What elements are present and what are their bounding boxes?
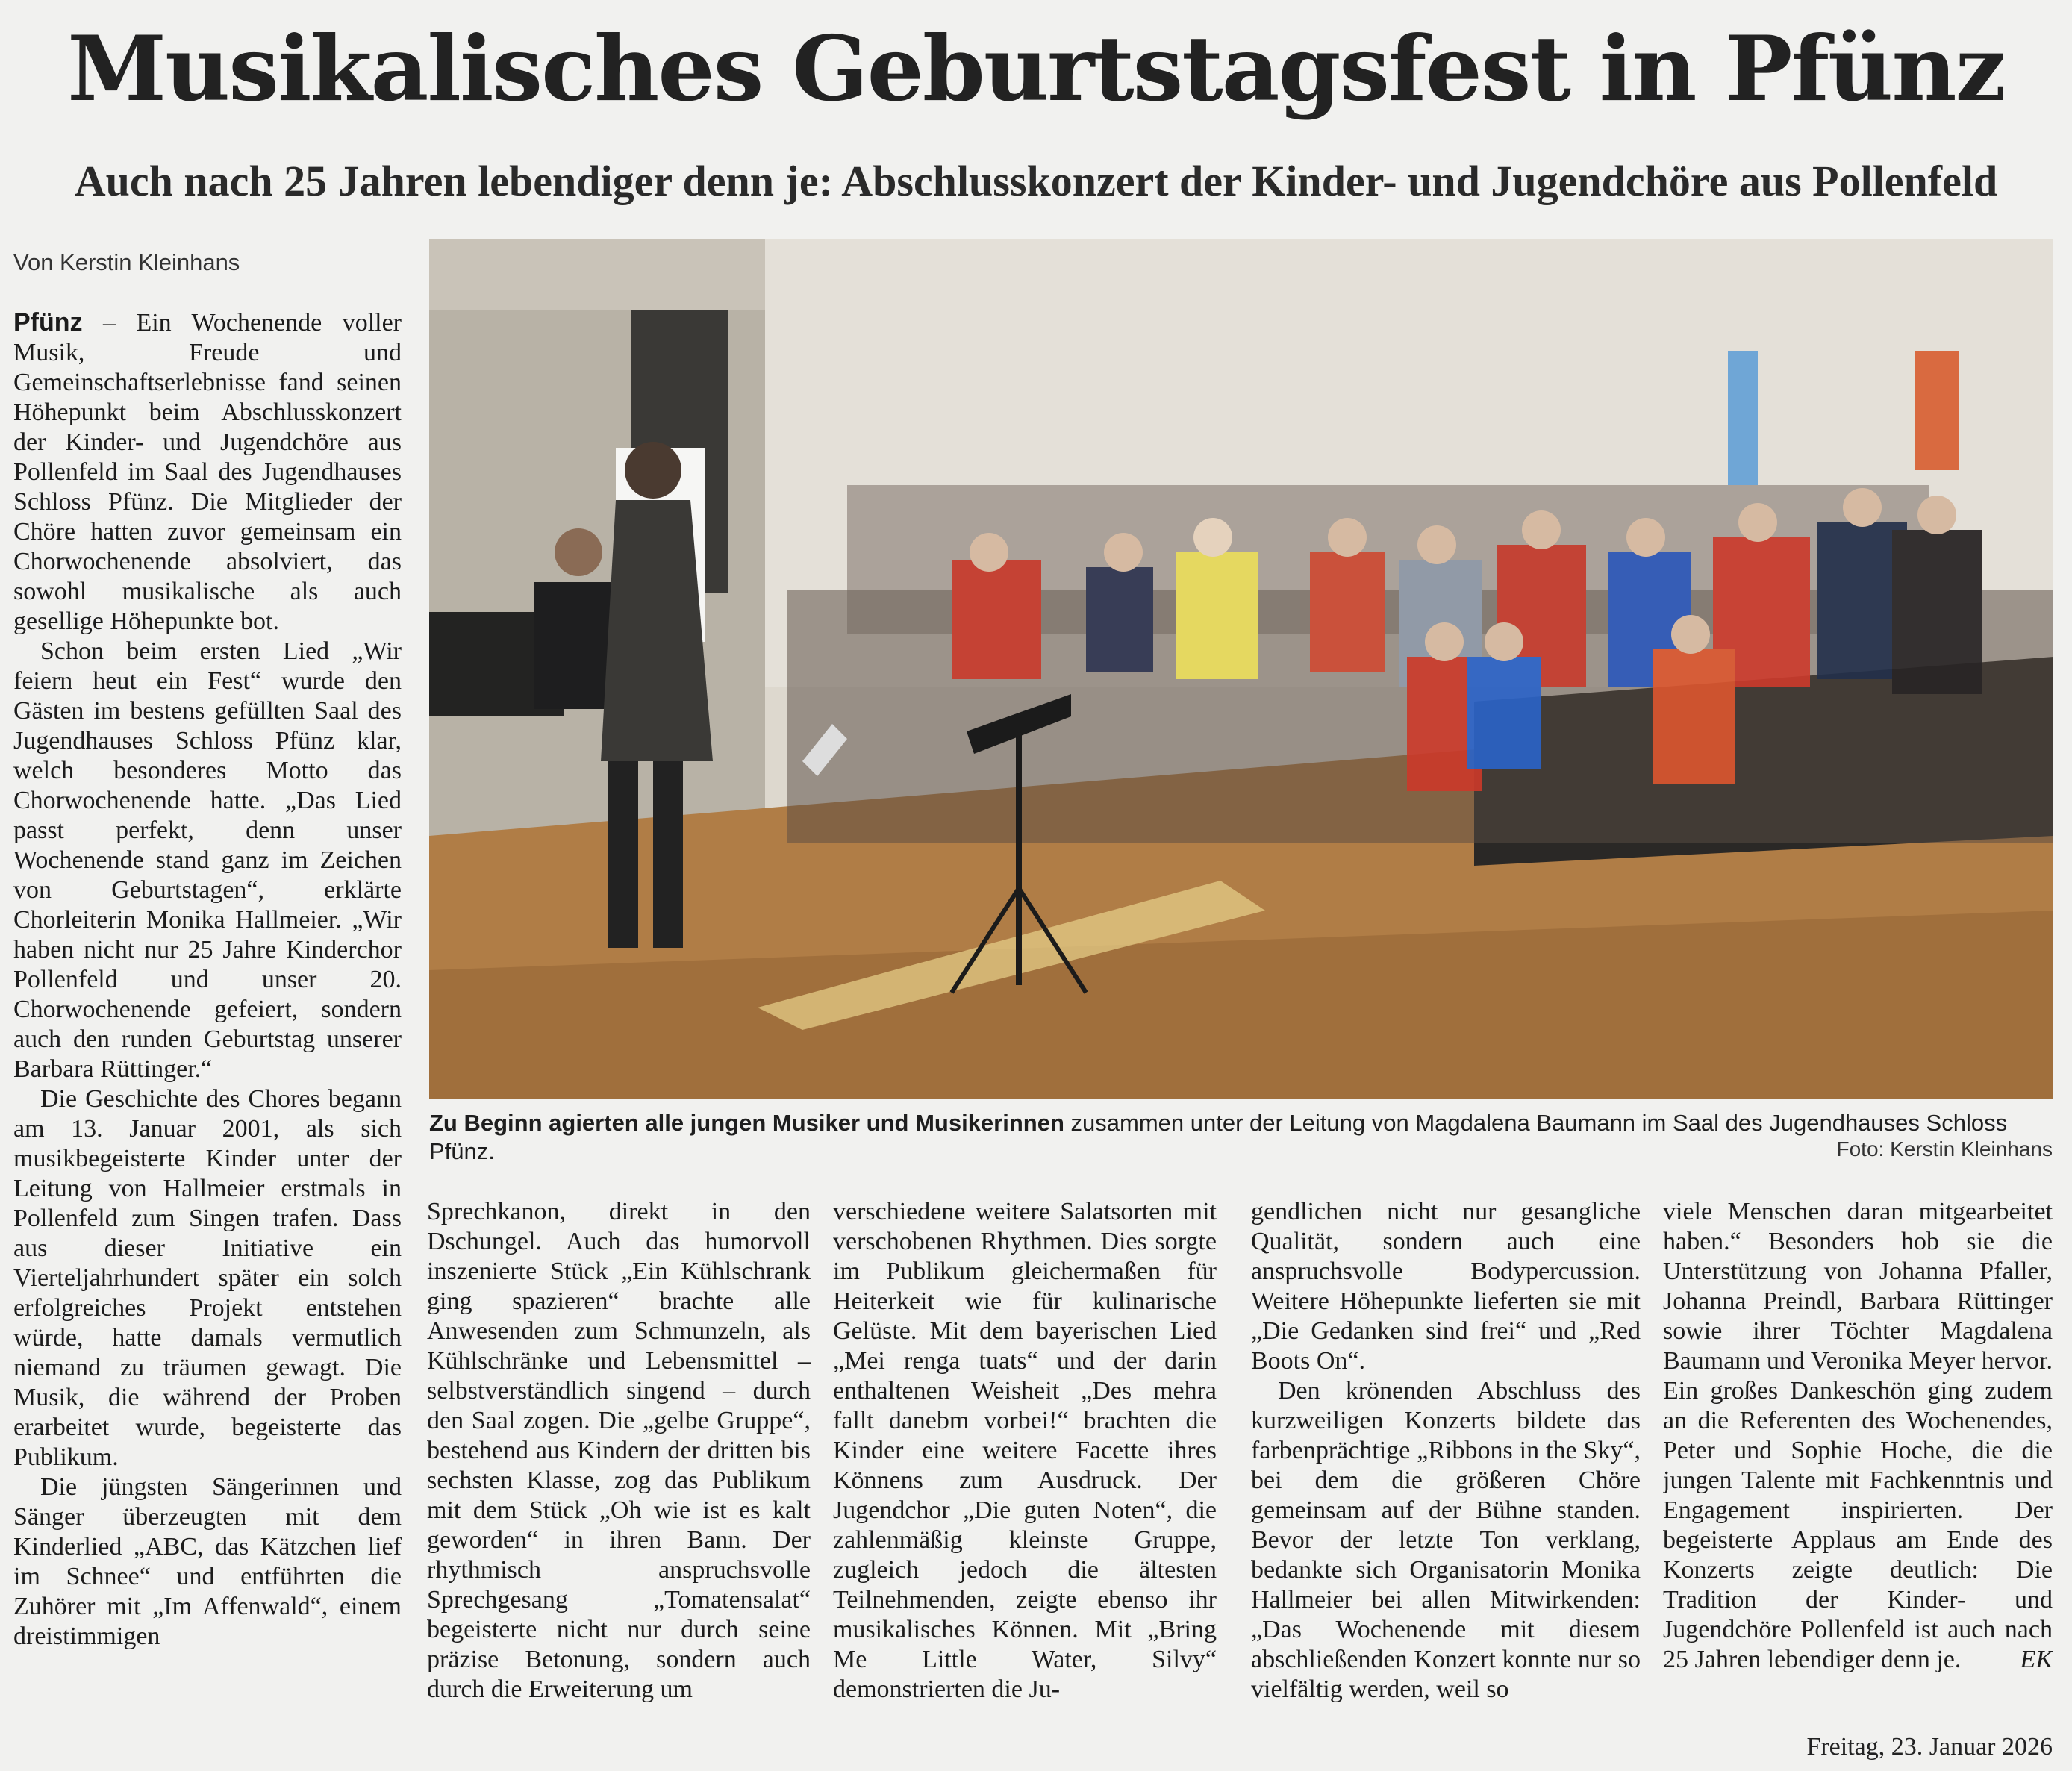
dateline: Pfünz <box>13 308 83 337</box>
choir-photo <box>429 239 2053 1099</box>
photo-caption <box>429 1109 2053 1166</box>
article-column-4 <box>1251 1197 1641 1764</box>
byline: Von Kerstin Kleinhans <box>13 249 240 275</box>
article-paragraph: Schon beim ersten Lied „Wir feiern heut ein Fest“ wurde den Gästen im bestens gefüllten Saal des Jugendhauses Schloss Pfünz klar, welch besonderes Motto das Chorwochenende hatte. „Das Lied passt perfekt, denn unser Wochenende stand ganz im Zeichen von Geburtstagen“, erklärte Chorleiterin Monika Hallmeier. „Wir haben nicht nur 25 Jahre Kinderchor Pollenfeld und unser 20. Chorwochenende gefeiert, sondern auch den runden Geburtstag unserer Barbara Rüttinger.“ <box>13 637 402 1083</box>
article-paragraph <box>13 307 402 637</box>
article-paragraph: Die Geschichte des Chores begann am 13. Januar 2001, als sich musikbegeisterte Kinder unter der Leitung von Hallmeier erstmals in Pollenfeld zum Singen trafen. Dass aus dieser Initiative ein Vierteljahrhundert später ein solch erfolgreiches Projekt entstehen würde, hatte damals vermutlich niemand zu träumen gewagt. Die Musik, die während der Proben erarbeitet wurde, begeisterte das Publikum. <box>13 1085 402 1471</box>
article-column-1 <box>13 307 402 1755</box>
photo-credit: Foto: Kerstin Kleinhans <box>1836 1137 2053 1161</box>
article-paragraph: Die jüngsten Sängerinnen und Sänger überzeugten mit dem Kinderlied „ABC, das Kätzchen lief im Schnee“ und entführten die Zuhörer mit „Im Affenwald“, einem dreistimmigen <box>13 1473 402 1650</box>
article-paragraph: Sprechkanon, direkt in den Dschungel. Auch das humorvoll inszenierte Stück „Ein Kühlschrank ging spazieren“ brachte alle Anwesenden zum Schmunzeln, als Kühlschränke und Lebensmittel – selbstverständlich singend – durch den Saal zogen. Die „gelbe Gruppe“, bestehend aus Kindern der dritten bis sechsten Klasse, zog das Publikum mit dem Stück „Oh wie ist es kalt geworden“ in ihren Bann. Der rhythmisch anspruchsvolle Sprechgesang „Tomatensalat“ begeisterte nicht nur durch seine präzise Betonung, sondern auch durch die Erweiterung um <box>427 1198 811 1703</box>
issue-date: Freitag, 23. Januar 2026 <box>1806 1733 2053 1761</box>
caption-lead: Zu Beginn agierten alle jungen Musiker und Musikerinnen <box>429 1110 1064 1136</box>
paragraph-text: – Ein Wochenende voller Musik, Freude und Gemeinschaftserlebnisse fand seinen Höhepunkt beim Abschlusskonzert der Kinder- und Jugendchöre aus Pollenfeld im Saal des Jugendhauses Schloss Pfünz. Die Mitglieder der Chöre hatten zuvor gemeinsam ein Chorwochenende absolviert, das sowohl musikalische als auch gesellige Höhepunkte bot. <box>13 309 402 635</box>
article-paragraph: gendlichen nicht nur gesangliche Qualität, sondern auch eine anspruchsvolle Bodypercussion. Weitere Höhepunkte lieferten sie mit „Die Gedanken sind frei“ und „Red Boots On“. <box>1251 1198 1641 1375</box>
article-paragraph: verschiedene weitere Salatsorten mit verschobenen Rhythmen. Dies sorgte im Publikum gleichermaßen für Heiterkeit wie für kulinarische Gelüste. Mit dem bayerischen Lied „Mei renga tuats“ und der darin enthaltenen Weisheit „Des mehra fallt danebm vorbei!“ brachten die Kinder eine weitere Facette ihres Könnens zum Ausdruck. Der Jugendchor „Die guten Noten“, die zahlenmäßig kleinste Gruppe, zugleich jedoch die ältesten Teilnehmenden, zeigte ebenso ihr musikalisches Können. Mit „Bring Me Little Water, Silvy“ demonstrierten die Ju- <box>833 1198 1217 1703</box>
article-paragraph <box>1663 1197 2053 1675</box>
paragraph-text: viele Menschen daran mitgearbeitet haben.“ Besonders hob sie die Unterstützung von Johanna Pfaller, Johanna Preindl, Barbara Rüttinger sowie ihrer Töchter Magdalena Baumann und Veronika Meyer hervor. Ein großes Dankeschön ging zudem an die Referenten des Wochenendes, Peter und Sophie Hoche, die die jungen Talente mit Fachkenntnis und Engagement inspirierten. Der begeisterte Applaus am Ende des Konzerts zeigte deutlich: Die Tradition der Kinder- und Jugendchöre Pollenfeld ist auch nach 25 Jahren lebendiger denn je. <box>1663 1198 2053 1673</box>
article-column-3 <box>833 1197 1217 1764</box>
article-column-2 <box>427 1197 811 1764</box>
headline: Musikalisches Geburtstagsfest in Pfünz <box>67 16 2005 122</box>
author-signature: EK <box>2020 1646 2053 1673</box>
choir-group <box>787 485 2053 843</box>
subheadline: Auch nach 25 Jahren lebendiger denn je: Abschlusskonzert der Kinder- und Jugendchöre aus Pollenfeld <box>74 157 1998 205</box>
article-column-5 <box>1663 1197 2053 1764</box>
article-paragraph: Den krönenden Abschluss des kurzweiligen Konzerts bildete das farbenprächtige „Ribbons in the Sky“, bei dem die größeren Chöre gemeinsam auf der Bühne standen. Bevor der letzte Ton verklang, bedankte sich Organisatorin Monika Hallmeier bei allen Mitwirkenden: „Das Wochenende mit diesem abschließenden Konzert konnte nur so vielfältig werden, weil so <box>1251 1377 1641 1703</box>
caption-text: zusammen unter der Leitung von Magdalena Baumann im Saal des Jugendhauses Schloss Pfünz. <box>429 1110 2008 1164</box>
